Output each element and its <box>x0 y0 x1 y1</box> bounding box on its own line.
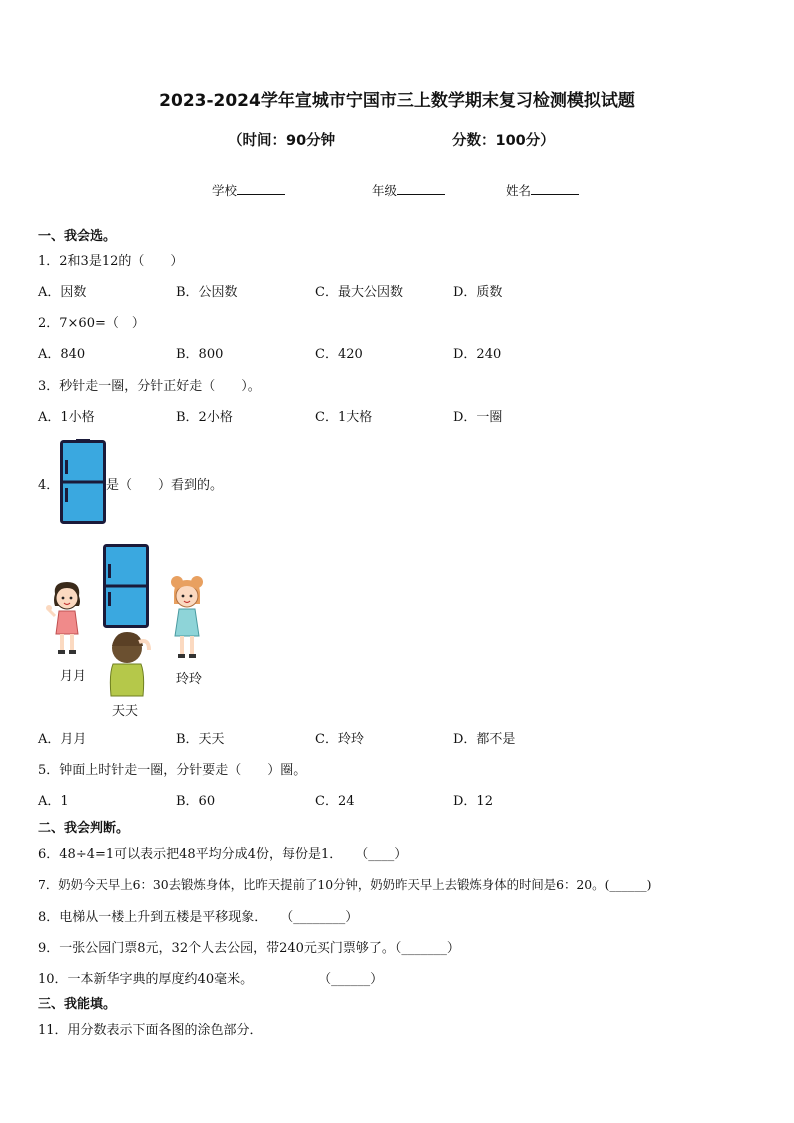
fridge-front-view-image <box>60 440 106 524</box>
q3-option-b[interactable]: B．2小格 <box>176 410 233 425</box>
page-title: 2023-2024学年宣城市宁国市三上数学期末复习检测模拟试题 <box>159 91 635 111</box>
question-11: 11．用分数表示下面各图的涂色部分． <box>38 1023 263 1038</box>
q4-option-c[interactable]: C．玲玲 <box>315 732 364 747</box>
q3-option-a[interactable]: A．1小格 <box>38 410 95 425</box>
section-3-heading: 三、我能填。 <box>38 997 117 1012</box>
q2-option-d[interactable]: D．240 <box>453 347 502 362</box>
q2-option-c[interactable]: C．420 <box>315 347 363 362</box>
grade-field[interactable]: 年级 <box>372 181 445 199</box>
question-6: 6．48÷4=1可以表示把48平均分成4份，每份是1． （____） <box>38 847 408 862</box>
exam-time: （时间：90分钟 <box>228 133 336 149</box>
section-2-heading: 二、我会判断。 <box>38 821 130 836</box>
q5-option-d[interactable]: D．12 <box>453 794 493 809</box>
question-1: 1．2和3是12的（ ） <box>38 254 184 269</box>
question-4-number: 4． <box>38 478 60 493</box>
question-7: 7．奶奶今天早上6：30去锻炼身体，比昨天提前了10分钟，奶奶昨天早上去锻炼身体的时间是6：20。(______) <box>38 877 652 892</box>
question-9: 9．一张公园门票8元，32个人去公园，带240元买门票够了。（_______） <box>38 941 460 956</box>
q2-option-b[interactable]: B．800 <box>176 347 224 362</box>
q1-option-a[interactable]: A．因数 <box>38 285 87 300</box>
question-2: 2．7×60=（ ） <box>38 316 145 331</box>
question-3: 3．秒针走一圈，分针正好走（ ）。 <box>38 379 261 394</box>
name-field[interactable]: 姓名 <box>506 181 579 199</box>
q5-option-b[interactable]: B．60 <box>176 794 216 809</box>
q3-option-c[interactable]: C．1大格 <box>315 410 373 425</box>
q4-option-b[interactable]: B．天天 <box>176 732 225 747</box>
school-field[interactable]: 学校 <box>212 181 285 199</box>
fridge-scene-image <box>103 544 149 628</box>
q2-option-a[interactable]: A．840 <box>38 347 86 362</box>
label-tiantian: 天天 <box>112 704 139 719</box>
girl-lingling-figure <box>165 574 215 664</box>
q1-option-b[interactable]: B．公因数 <box>176 285 238 300</box>
question-5: 5．钟面上时针走一圈，分针要走（ ）圈。 <box>38 763 307 778</box>
q3-option-d[interactable]: D．一圈 <box>453 410 503 425</box>
label-lingling: 玲玲 <box>176 672 203 687</box>
question-4-text: 是（ ）看到的。 <box>106 478 224 493</box>
q5-option-a[interactable]: A．1 <box>38 794 69 809</box>
q1-option-c[interactable]: C．最大公因数 <box>315 285 403 300</box>
q5-option-c[interactable]: C．24 <box>315 794 355 809</box>
q4-option-a[interactable]: A．月月 <box>38 732 87 747</box>
label-yueyue: 月月 <box>60 669 87 684</box>
question-10: 10．一本新华字典的厚度约40毫米。 （______） <box>38 972 384 987</box>
q1-option-d[interactable]: D．质数 <box>453 285 503 300</box>
exam-score: 分数：100分） <box>452 133 555 149</box>
question-8: 8．电梯从一楼上升到五楼是平移现象． （________） <box>38 910 359 925</box>
section-1-heading: 一、我会选。 <box>38 229 117 244</box>
boy-tiantian-figure <box>105 628 155 700</box>
girl-yueyue-figure <box>45 580 95 660</box>
q4-option-d[interactable]: D．都不是 <box>453 732 516 747</box>
